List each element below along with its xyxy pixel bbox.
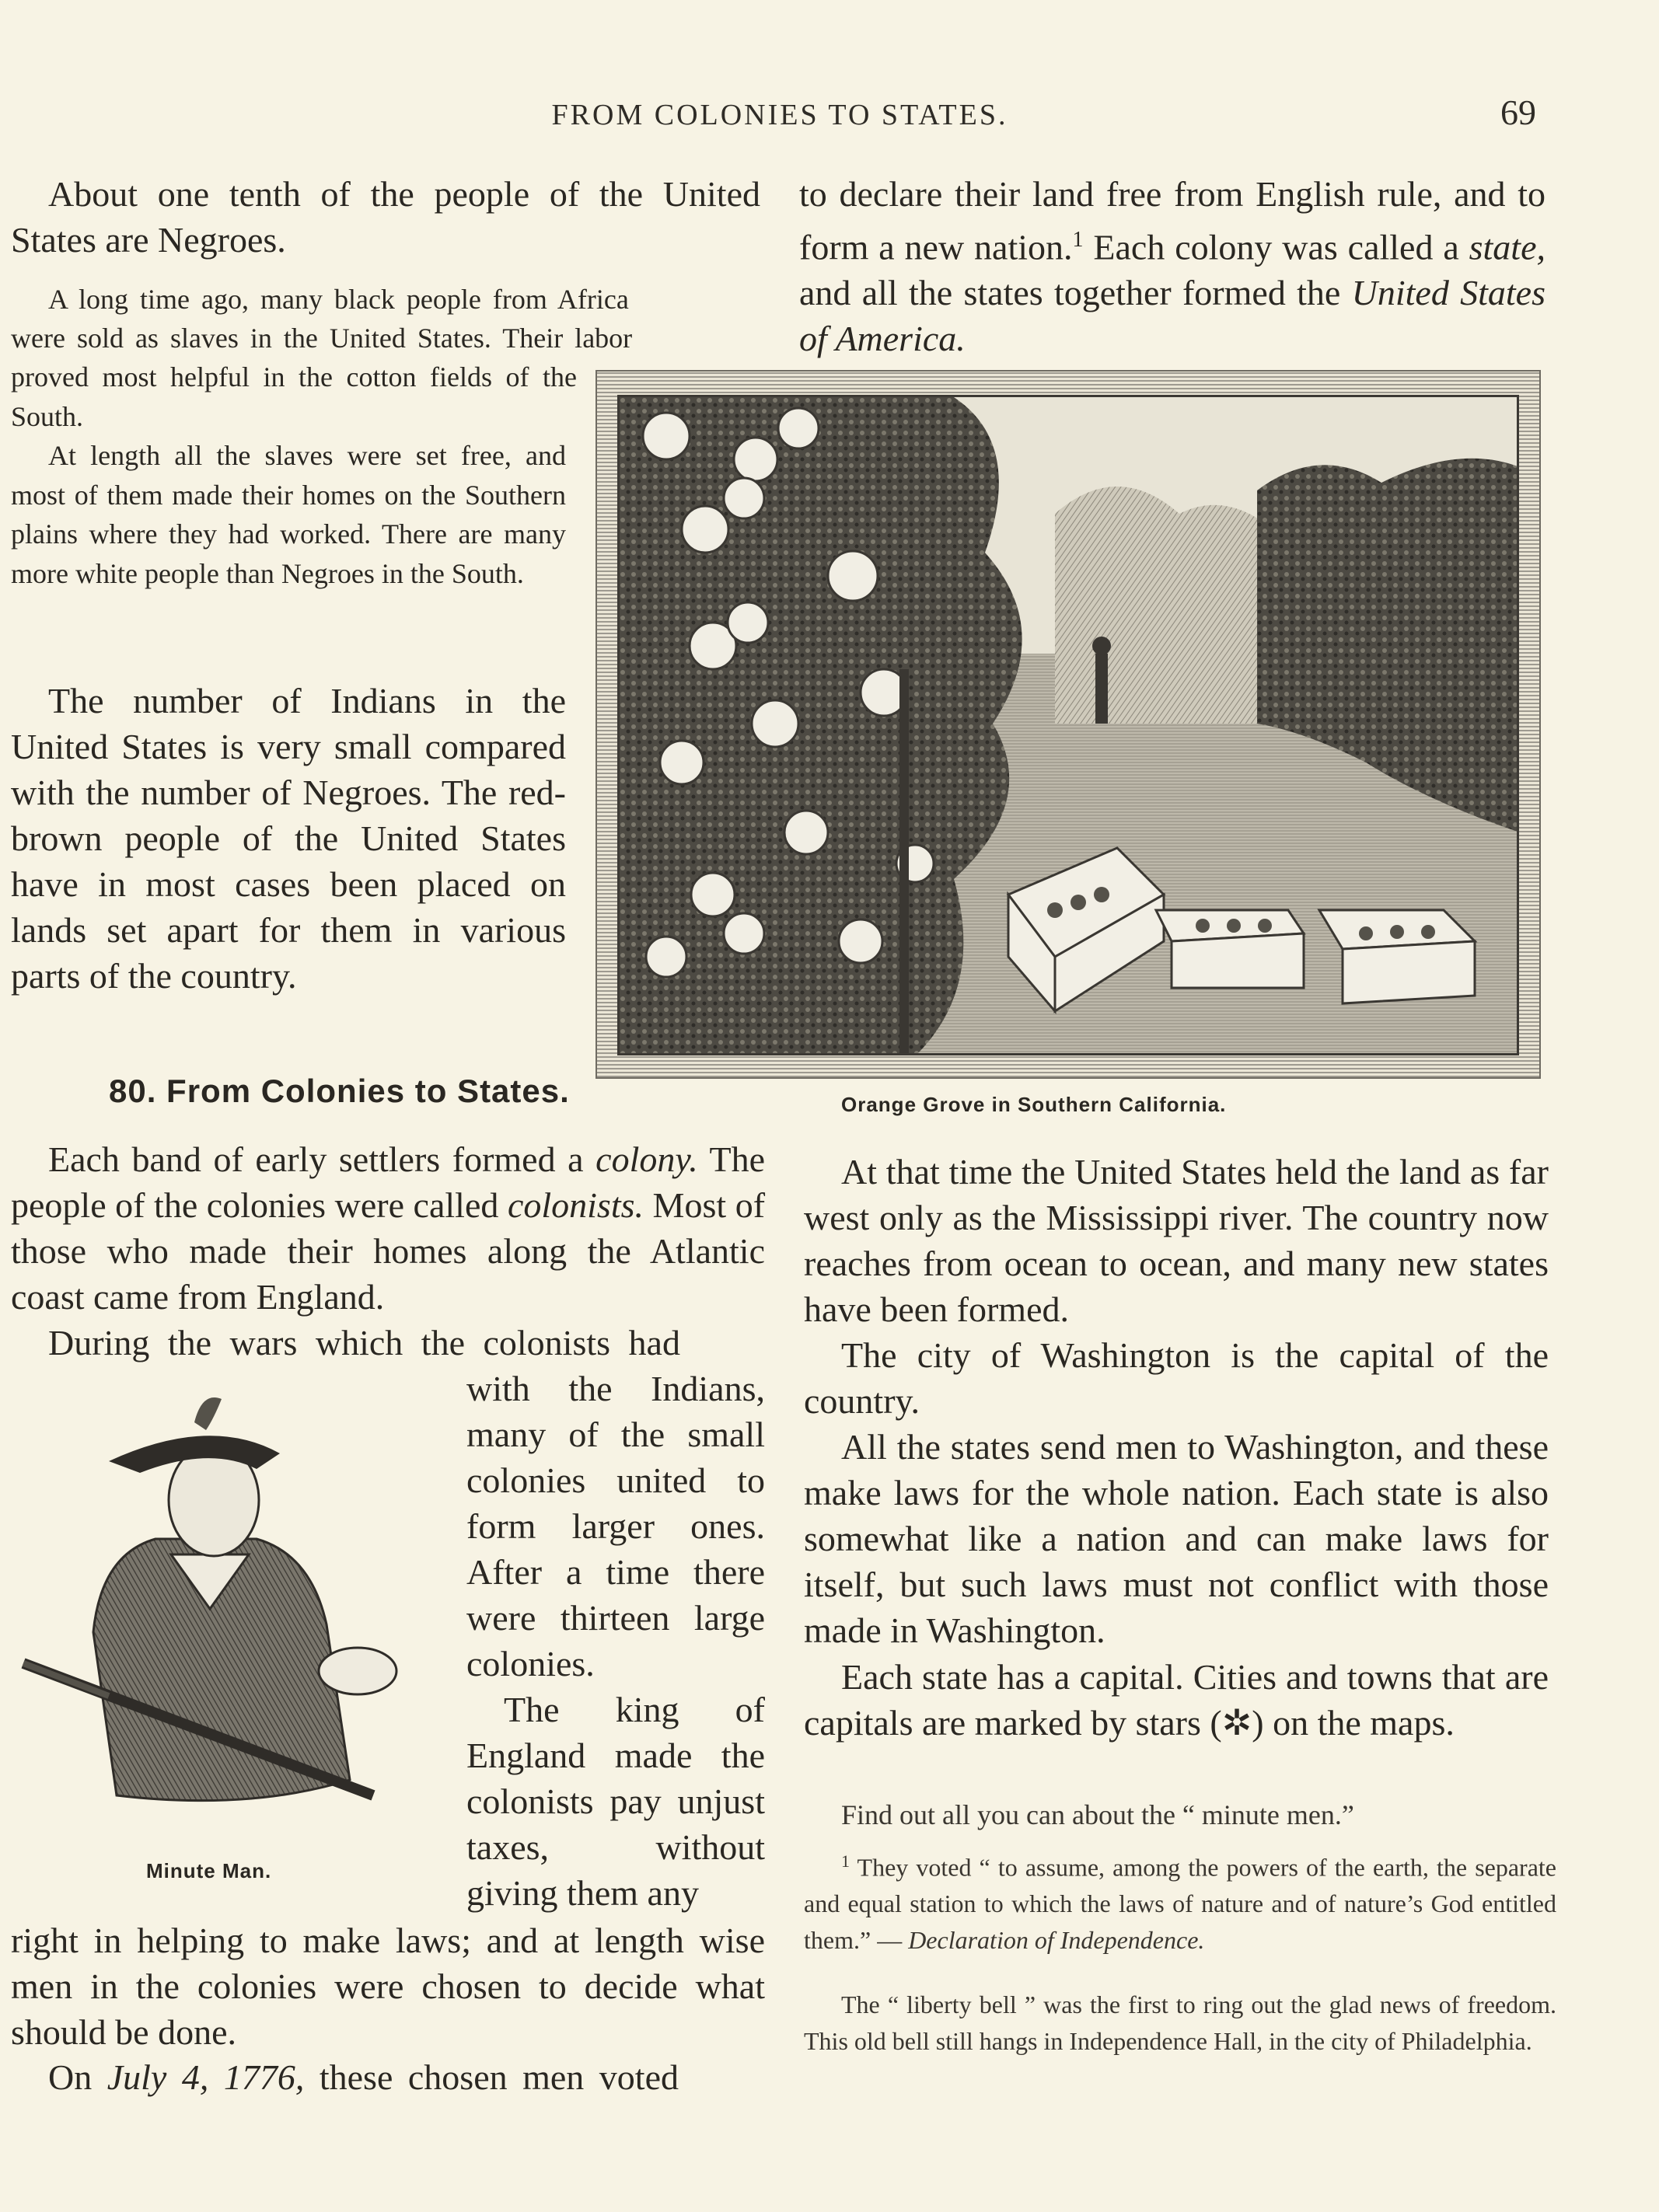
declaration-paragraph: to declare their land free from English rule, and to form a new nation.$^1$ Each colony was called a state, and all the states together formed the United States of America. <box>799 174 1546 359</box>
page-header <box>0 92 1659 145</box>
july-fourth-line: On July 4, 1776, these chosen men voted <box>48 2057 679 2097</box>
slavery-line-2: were sold as slaves in the United States. Their labor <box>11 323 633 354</box>
footnote-liberty-bell: The “ liberty bell ” was the first to ring out the glad news of freedom. This old bell still hangs in Independence Hall, in the city of Philadelphia. <box>804 1990 1556 2055</box>
states-laws-paragraph: All the states send men to Washington, and these make laws for the whole nation. Each state is also somewhat like a nation and can make laws for itself, but such laws must not conflict with those made in Washington. <box>804 1427 1549 1650</box>
minute-man-engraving <box>16 1376 459 1858</box>
section-heading: 80. From Colonies to States. <box>109 1073 570 1109</box>
colony-paragraph: Each band of early settlers formed a colony. The people of the colonies were called colonists. Most of those who made their homes along the Atlantic coast came from England. <box>11 1139 766 1317</box>
orange-grove-illustration <box>595 370 1541 1079</box>
page-number: 69 <box>1500 92 1536 132</box>
orange-grove-caption: Orange Grove in Southern California. <box>841 1093 1227 1116</box>
king-paragraph-rest: right in helping to make laws; and at length wise men in the colonies were chosen to decide what should be done. <box>11 1921 765 2052</box>
slavery-line-1: A long time ago, many black people from Africa <box>48 284 629 315</box>
minute-man-illustration <box>16 1376 459 1858</box>
orange-grove-engraving <box>620 397 1519 1055</box>
minute-man-caption: Minute Man. <box>146 1859 272 1882</box>
running-title: FROM COLONIES TO STATES. <box>551 99 1008 131</box>
state-capitals-paragraph: Each state has a capital. Cities and towns that are capitals are marked by stars (✲) on the maps. <box>804 1657 1549 1743</box>
wars-paragraph-wrapped: with the Indians, many of the small colonies united to form larger ones. After a time there were thirteen large colonies. <box>466 1369 765 1683</box>
wars-line-1: During the wars which the colonists had <box>48 1323 680 1362</box>
exercise-prompt: Find out all you can about the “ minute men.” <box>841 1799 1354 1830</box>
indians-paragraph: The number of Indians in the United States is very small compared with the number of Negroes. The red-brown people of the United States have in most cases been placed on lands set apart for them in various parts of the country. <box>11 681 566 996</box>
slaves-freed-paragraph: At length all the slaves were set free, and most of them made their homes on the Southern plains where they had worked. There are many more white people than Negroes in the South. <box>11 440 566 589</box>
footnote-1: $^1$ They voted “ to assume, among the powers of the earth, the separate and equal station to which the laws of nature and of nature’s God entitled them.” — Declaration of Independence. <box>804 1851 1556 1954</box>
slavery-paragraph-rest: proved most helpful in the cotton fields of the South. <box>11 361 577 432</box>
territory-paragraph: At that time the United States held the land as far west only as the Mississippi river. The country now reaches from ocean to ocean, and many new states have been formed. <box>804 1152 1549 1329</box>
king-paragraph-wrapped: The king of England made the colonists pay unjust taxes, without giving them any <box>466 1690 765 1913</box>
footnote-marker: 1 <box>1072 228 1084 252</box>
capital-paragraph: The city of Washington is the capital of the country. <box>804 1335 1549 1421</box>
capital-star-icon: ✲ <box>1221 1703 1252 1743</box>
paragraph-negroes: About one tenth of the people of the United States are Negroes. <box>11 174 760 260</box>
